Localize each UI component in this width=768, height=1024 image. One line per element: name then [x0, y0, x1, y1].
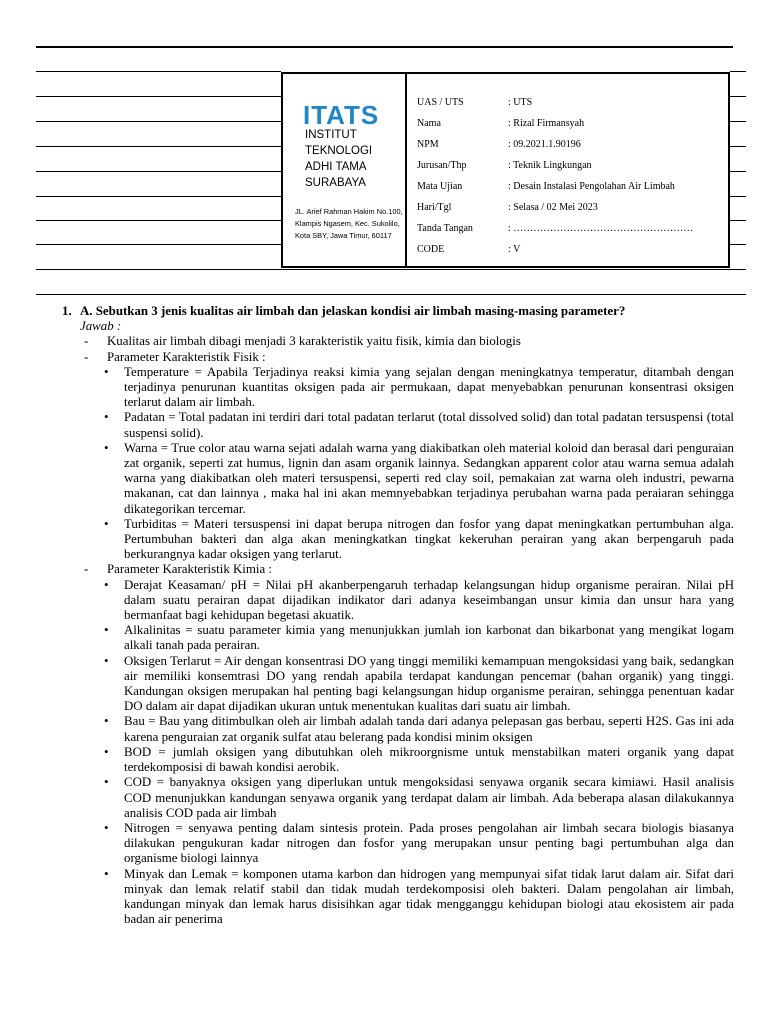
list-item [104, 714, 734, 744]
rule-full-2 [36, 294, 746, 295]
list-item-text: Alkalinitas = suatu parameter kimia yang menunjukkan jumlah ion karbonat dan bikarbonat yang mengikat logam alkali tanah pada perairan. [124, 623, 734, 653]
list-item [104, 578, 734, 624]
list-item [104, 623, 734, 653]
info-label: Hari/Tgl [417, 202, 452, 213]
top-rule [36, 46, 733, 48]
list-item [104, 365, 734, 411]
rule-right-5 [730, 171, 746, 172]
bullet-icon: • [104, 744, 109, 759]
bullet-icon: • [104, 653, 109, 668]
rule-left-1 [36, 71, 281, 72]
info-label: Tanda Tangan [417, 223, 473, 234]
institute-line: TEKNOLOGI [305, 145, 373, 157]
section-title-text: Parameter Karakteristik Kimia : [107, 562, 273, 577]
info-label: Nama [417, 118, 441, 129]
list-item-text: Derajat Keasaman/ pH = Nilai pH akanberpengaruh terhadap kelangsungan hidup organisme perairan. Nilai pH dalam suatu perairan dapat dijadikan indikator dari adanya keseimbangan unsur kimia dan unsur hara yang bermanfaat bagi kehidupan begetasi akuatik. [124, 577, 734, 623]
rule-left-5 [36, 171, 281, 172]
dash-marker: - [84, 334, 89, 349]
list-item-text: Temperature = Apabila Terjadinya reaksi kimia yang sejalan dengan meningkatnya temperatur, ditambah dengan terjadinya penurunan kuantitas oksigen pada air permukaan, dapat menyebabkan penurunan konsentrasi oksigen terlarut dalam air limbah. [124, 364, 734, 410]
list-item-text: Nitrogen = senyawa penting dalam sintesis protein. Pada proses pengolahan air limbah secara biologis biasanya dilakukan pengukuran kadar nitrogen dan fosfor yang merupakan unsur penting bagi pertumbuhan alga dan organisme biologi lainnya [124, 820, 734, 866]
bullet-icon: • [104, 623, 109, 638]
rule-left-2 [36, 96, 281, 97]
answer-intro [62, 334, 734, 349]
rule-right-8 [730, 244, 746, 245]
rule-left-4 [36, 146, 281, 147]
institute-line: SURABAYA [305, 177, 366, 189]
info-value: : Rizal Firmansyah [508, 118, 585, 129]
info-label: Jurusan/Thp [417, 160, 467, 171]
section-title-physical [62, 350, 734, 365]
rule-full-1 [36, 269, 746, 270]
list-item-text: Padatan = Total padatan ini terdiri dari total padatan terlarut (total dissolved solid) dan total padatan tersuspensi (total suspensi solid). [124, 410, 734, 440]
answer-label: Jawab : [80, 319, 122, 334]
info-value: : Desain Instalasi Pengolahan Air Limbah [508, 181, 675, 192]
bullet-icon: • [104, 714, 109, 729]
list-item-text: Oksigen Terlarut = Air dengan konsentrasi DO yang tinggi memiliki kemampuan mengoksidasi yang baik, sedangkan air memiliki konsemtrasi DO yang rendah apabila terdapat kandungan pencemar (bahan organik) yang tinggi. Kandungan oksigen merupakan hal penting bagi kelangsungan hidup organisme perairan, sehingga penentuan kadar DO dalam air dapat dijadikan ukuran untuk menentukan kualitas dari suatu air limbah. [124, 653, 734, 714]
question-text: A. Sebutkan 3 jenis kualitas air limbah dan jelaskan kondisi air limbah masing-masing parameter? [80, 304, 626, 318]
info-label: CODE [417, 244, 445, 255]
info-value: : Selasa / 02 Mei 2023 [508, 202, 598, 213]
dash-marker: - [84, 562, 89, 577]
info-value: : UTS [508, 97, 533, 108]
list-item [104, 821, 734, 867]
bullet-icon: • [104, 820, 109, 835]
list-item [104, 654, 734, 715]
info-value: : 09.2021.1.90196 [508, 139, 581, 150]
list-item [104, 410, 734, 440]
question-number: 1. [62, 304, 72, 318]
question-line [62, 304, 734, 319]
list-item-text: COD = banyaknya oksigen yang diperlukan untuk mengoksidasi senyawa organik secara kimiawi. Hasil analisis COD menunjukkan kandungan senyawa organik yang terdapat dalam air limbah. Ada beberapa alasan dilakukannya analisis COD pada air limbah [124, 775, 734, 820]
info-label: Mata Ujian [417, 181, 463, 192]
list-item-text: BOD = jumlah oksigen yang dibutuhkan oleh mikroorgnisme untuk menstabilkan materi organik yang dapat terdekomposisi di bawah kondisi aerobik. [124, 744, 734, 775]
bullet-icon: • [104, 516, 109, 531]
institute-address: JL. Arief Rahman Hakim No.100, Klampis Ngasem, Kec. Sukolilo, Kota SBY, Jawa Timur, 60117 [295, 207, 403, 240]
section-title-chemical [62, 562, 734, 577]
rule-left-3 [36, 121, 281, 122]
section-title-text: Parameter Karakteristik Fisik : [107, 349, 266, 364]
info-value: : ……………………………………………… [508, 223, 694, 234]
list-item-text: Bau = Bau yang ditimbulkan oleh air limbah adalah tanda dari adanya pelepasan gas berbau, seperti H2S. Gas ini ada karena penguraian zat organik sulfat atau belerang pada kondisi minim oksigen [124, 714, 734, 744]
dash-marker: - [84, 349, 89, 364]
info-value: : V [508, 244, 521, 255]
rule-right-4 [730, 146, 746, 147]
list-item [104, 867, 734, 928]
list-item [104, 745, 734, 775]
list-item-text: Turbiditas = Materi tersuspensi ini dapat berupa nitrogen dan fosfor yang dapat meningkatkan pertumbuhan alga. Pertumbuhan bakteri dan alga akan meningkatkan tingkat kekeruhan perairan yang akan berpengaruh pada berkurangnya kadar oksigen yang terlarut. [124, 516, 734, 562]
chemical-parameter-list [62, 578, 734, 928]
bullet-icon: • [104, 866, 109, 881]
rule-right-2 [730, 96, 746, 97]
rule-right-6 [730, 196, 746, 197]
list-item-text: Minyak dan Lemak = komponen utama karbon dan hidrogen yang mempunyai sifat tidak larut dalam air. Sifat dari minyak dan lemak relatif stabil dan tidak mudah terdekomposisi oleh bakteri. Dalam pengolahan air limbah, kandungan minyak dan lemak harus disisihkan agar tidak mengganggu kehidupan biologi atau ekosistem air pada badan air penerima [124, 866, 734, 927]
list-item [104, 775, 734, 821]
exam-header-box [281, 72, 730, 268]
institute-name [305, 127, 372, 191]
info-label: NPM [417, 139, 439, 150]
bullet-icon: • [104, 410, 109, 425]
list-item-text: Warna = True color atau warna sejati adalah warna yang diakibatkan oleh material koloid dan berasal dari penguraian zat organik, seperti zat humus, lignin dan asam organik lainnya. Sedangkan apparent color atau warna semua adalah warna yang diakibatkan oleh materi tersuspensi, seperti red clay soil, pemakaian zat warna oleh industri, pewarna makanan, cat dan lainnya , maka hal ini akan memnyebabkan terjadinya perubahan warna pada peraiaran sehingga dikategorikan tercemar. [124, 440, 734, 516]
rule-right-7 [730, 220, 746, 221]
institute-line: INSTITUT [305, 129, 357, 141]
physical-parameter-list [62, 365, 734, 563]
bullet-icon: • [104, 775, 109, 790]
rule-left-6 [36, 196, 281, 197]
rule-right-3 [730, 121, 746, 122]
itats-logo: ITATS [303, 100, 380, 130]
logo-cell [283, 74, 407, 266]
info-label: UAS / UTS [417, 97, 464, 108]
rule-right-1 [730, 71, 746, 72]
list-item [104, 441, 734, 517]
rule-left-7 [36, 220, 281, 221]
bullet-icon: • [104, 364, 109, 379]
list-item [104, 517, 734, 563]
rule-left-8 [36, 244, 281, 245]
bullet-icon: • [104, 577, 109, 592]
institute-line: ADHI TAMA [305, 161, 367, 173]
bullet-icon: • [104, 440, 109, 455]
info-value: : Teknik Lingkungan [508, 160, 592, 171]
answer-content [62, 304, 734, 927]
intro-text: Kualitas air limbah dibagi menjadi 3 karakteristik yaitu fisik, kimia dan biologis [107, 334, 521, 349]
